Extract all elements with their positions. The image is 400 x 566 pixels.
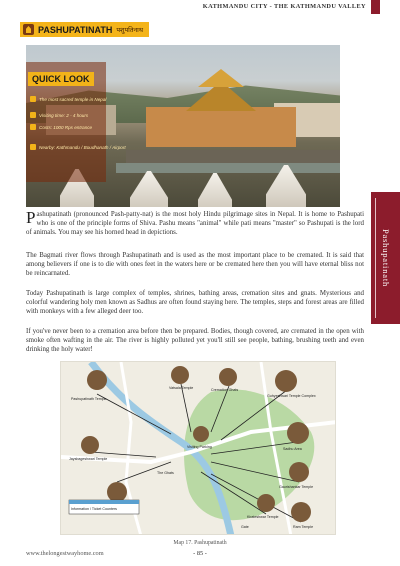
photo-temple-top [198,69,244,87]
photo-temple-base [146,107,296,147]
quick-look-item [30,144,126,150]
paragraph-bagmati [26,251,364,279]
quick-look-item [30,124,92,130]
paragraph-cremation [26,327,364,355]
side-tab-rule [375,198,376,318]
paragraph-text: Today Pashupatinath is large complex of temples, shrines, bathing areas, cremation sites and gnats. Mysterious and colorful wandering holy men known as Sadhus are often found staying here. The temples, steps and forest areas are filled with monkeys with a few alleged deer too. [26,290,364,316]
page-header [0,0,400,14]
map-label-visitor-parking: Visiting Parking [187,445,212,449]
footer-website-link[interactable]: www.thelongestwayhome.com [26,550,104,557]
quick-look-panel [26,62,126,182]
map-label-info-box: Information / Ticket Counters [71,507,117,511]
section-title-badge [20,22,149,37]
map-park-area [184,389,314,520]
quick-look-text: Costs: 1000 Rps entrance [39,124,93,130]
map-label-jaysbageshwari-temple: Jaysbageshwari Temple [69,457,108,461]
map-label-gate: Gate [241,525,249,529]
quick-look-text: Visiting time: 2 - 4 hours [39,112,89,118]
pin-icon [30,144,36,150]
map-label-vatsala-temple: Vatsala Temple [169,386,194,390]
paragraph-text: The Bagmati river flows through Pashupatinath and is used as the most important place to be cremated. It is said that among believers if one is to die with ones feet in the waters here or be cremated here then you will have eternal bliss not be reincarnated. [26,252,364,278]
map-info-box-bar [69,500,139,504]
quick-look-item [30,112,88,118]
clock-icon [30,112,36,118]
map-label-gaurishankar-temple: Gaurishankar Temple [279,485,314,489]
coin-icon [30,124,36,130]
drop-cap: P [26,208,36,227]
side-tab-label: Pashupatinath [380,228,391,288]
quick-look-text: The most sacred temple in Nepal [39,96,107,102]
photo-shrine [198,173,232,207]
pashupatinath-map [60,361,336,535]
map-label-kirateshwar-temple: Kirateshwar Temple [247,515,279,519]
paragraph-text: If you've never been to a cremation area before then be prepared. Bodies, though covered, are cremated in the open with smoke often wafting in the air. The river is highly polluted yet you'll still see people, bathing, brushing teeth and even drinking the holy water! [26,328,364,354]
map-caption: Map 17. Pashupatinath [173,540,227,546]
map-label-cremation-ghats: Cremation Ghats [211,388,239,392]
temple-icon [23,24,34,35]
star-icon [30,96,36,102]
page-number: - 85 - [193,550,207,557]
map-label-sadhu-area: Sadhu Area [283,447,302,451]
map-label-guhyeshwari-temple: Guhyeshwari Temple Complex [267,394,316,398]
photo-shrine [130,171,168,207]
section-title: PASHUPATINATH [38,24,113,35]
map-label-the-ghats: The Ghats [157,471,174,475]
quick-look-text: Nearby: Kathmandu / Boudhanath / Airport [39,144,126,150]
quick-look-item [30,96,106,102]
running-title: KATHMANDU CITY - THE KATHMANDU VALLEY [202,3,366,10]
map-graphic [61,362,336,535]
photo-ghats [126,150,340,164]
paragraph-today [26,289,364,317]
section-title-local: पशुपतिनाथ [116,27,143,34]
paragraph-intro [26,210,364,238]
chapter-side-tab [371,192,400,324]
quick-look-heading: QUICK LOOK [28,72,94,86]
paragraph-text: ashupatinath (pronounced Pash-patty-nat) is the most holy Hindu pilgrimage sites in Nepal. It is home to Pashupati who is one of the principle forms of Shiva. Pashu means "animal" while pati means "master" so Pashupati is the lord of animals. You may see his horned head in depictions. [26,211,364,237]
map-label-ram-temple: Ram Temple [293,525,314,529]
header-tab-marker [371,0,380,14]
map-label-pashupatinath-temple: Pashupatinath Temple [71,397,107,401]
